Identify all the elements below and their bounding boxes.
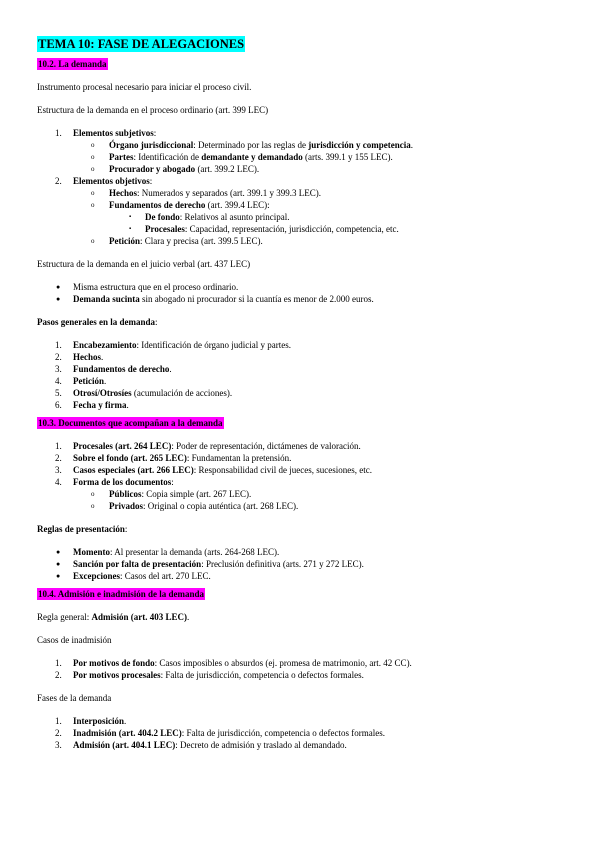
list-item: 2. Elementos objetivos: (55, 176, 153, 186)
list-item: o Órgano jurisdiccional: Determinado por las reglas de jurisdicción y competencia. (91, 140, 413, 150)
list-item: 1. Interposición. (55, 716, 127, 726)
list-item: 1. Elementos subjetivos: (55, 128, 157, 138)
ordinario-intro: Estructura de la demanda en el proceso ordinario (art. 399 LEC) (37, 105, 269, 115)
list-item: 3. Admisión (art. 404.1 LEC): Decreto de admisión y traslado al demandado. (55, 740, 347, 750)
casos-title: Casos de inadmisión (37, 635, 112, 645)
verbal-intro: Estructura de la demanda en el juicio verbal (art. 437 LEC) (37, 259, 251, 269)
document-page (37, 36, 567, 751)
fases-title: Fases de la demanda (37, 693, 112, 703)
documentos-list (37, 440, 567, 512)
list-item: 2. Inadmisión (art. 404.2 LEC): Falta de jurisdicción, competencia o defectos formales. (55, 728, 385, 738)
regla-general: Regla general: Admisión (art. 403 LEC). (37, 612, 190, 622)
list-item: 1. Por motivos de fondo: Casos imposibles o absurdos (ej. promesa de matrimonio, art. 42 CC). (55, 658, 412, 668)
list-item: 2. Sobre el fondo (art. 265 LEC): Fundamentan la pretensión. (55, 453, 292, 463)
reglas-title: Reglas de presentación: (37, 524, 128, 534)
list-item: 4. Forma de los documentos: (55, 477, 174, 487)
section-heading-documentos: 10.3. Documentos que acompañan a la demanda (38, 418, 223, 428)
list-item: ● Momento: Al presentar la demanda (arts. 264-268 LEC). (56, 547, 280, 557)
list-item: o Privados: Original o copia auténtica (art. 268 LEC). (91, 501, 299, 511)
list-item: 3. Casos especiales (art. 266 LEC): Responsabilidad civil de jueces, sucesiones, etc. (55, 465, 372, 475)
list-item: 1. Procesales (art. 264 LEC): Poder de representación, dictámenes de valoración. (55, 441, 361, 451)
list-item: o Partes: Identificación de demandante y demandado (arts. 399.1 y 155 LEC). (91, 152, 393, 162)
list-item: ● Sanción por falta de presentación: Preclusión definitiva (arts. 271 y 272 LEC). (56, 559, 364, 569)
list-item: o Procurador y abogado (art. 399.2 LEC). (91, 164, 260, 174)
list-item: ● Misma estructura que en el proceso ordinario. (56, 282, 239, 292)
list-item: o Petición: Clara y precisa (art. 399.5 LEC). (91, 236, 263, 246)
list-item: 4. Petición. (55, 376, 107, 386)
pasos-list (37, 339, 567, 411)
list-item: 1. Encabezamiento: Identificación de órgano judicial y partes. (55, 340, 292, 350)
list-item: ▪ Procesales: Capacidad, representación, jurisdicción, competencia, etc. (129, 224, 399, 234)
pasos-title: Pasos generales en la demanda: (37, 317, 158, 327)
list-item: 2. Por motivos procesales: Falta de jurisdicción, competencia o defectos formales. (55, 670, 364, 680)
list-item: 3. Fundamentos de derecho. (55, 364, 172, 374)
verbal-list (37, 281, 567, 305)
list-item: ● Excepciones: Casos del art. 270 LEC. (56, 571, 211, 581)
list-item: o Públicos: Copia simple (art. 267 LEC). (91, 489, 252, 499)
page-title: TEMA 10: FASE DE ALEGACIONES (38, 37, 245, 51)
list-item: o Hechos: Numerados y separados (art. 399.1 y 399.3 LEC). (91, 188, 321, 198)
list-item: ● Demanda sucinta sin abogado ni procurador si la cuantía es menor de 2.000 euros. (56, 294, 374, 304)
section-heading-admision: 10.4. Admisión e inadmisión de la demanda (38, 589, 205, 599)
ordinario-structure-list (37, 127, 567, 247)
list-item: 5. Otrosí/Otrosíes (acumulación de acciones). (55, 388, 233, 398)
intro-text: Instrumento procesal necesario para iniciar el proceso civil. (37, 82, 252, 92)
list-item: ▪ De fondo: Relativos al asunto principal. (129, 212, 290, 222)
list-item: 2. Hechos. (55, 352, 104, 362)
fases-list (37, 715, 567, 751)
casos-list (37, 657, 567, 681)
list-item: o Fundamentos de derecho (art. 399.4 LEC): (91, 200, 270, 210)
list-item: 6. Fecha y firma. (55, 400, 129, 410)
section-heading-demanda: 10.2. La demanda (38, 59, 107, 69)
reglas-list (37, 546, 567, 582)
